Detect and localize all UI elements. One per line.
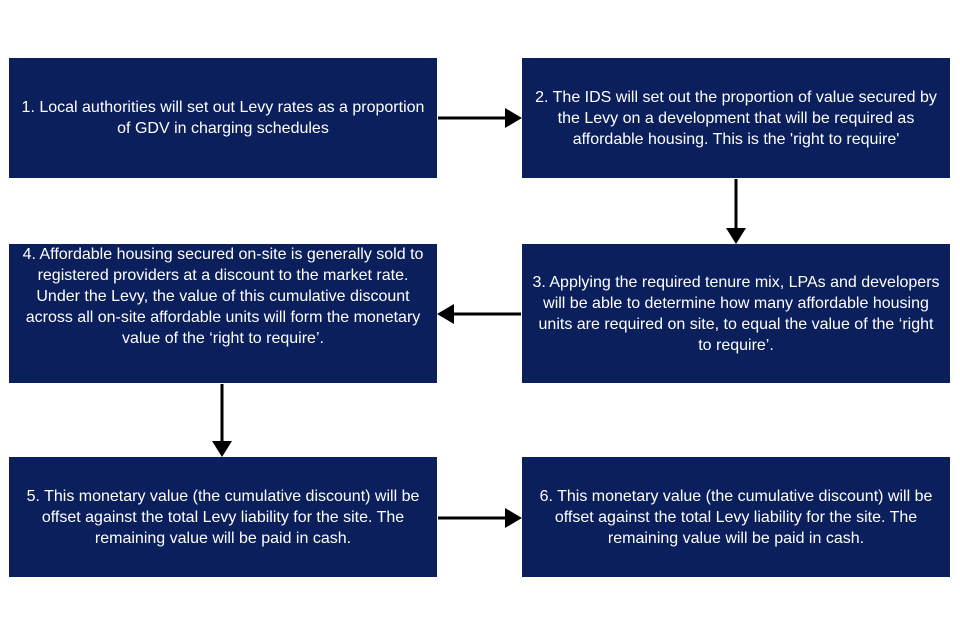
arrow-5-to-6 (438, 508, 522, 528)
step-5-text: 5. This monetary value (the cumulative discount) will be offset against the total Levy liability for the site. The remaining value will be paid in cash. (26, 487, 420, 547)
arrow-4-to-5 (212, 384, 232, 457)
step-3-text: 3. Applying the required tenure mix, LPAs and developers will be able to determine how many affordable housing units are required on site, to equal the value of the ‘right to require’. (532, 273, 940, 354)
step-2-text: 2. The IDS will set out the proportion of value secured by the Levy on a development that will be required as affordable housing. This is the 'right to require' (535, 88, 937, 148)
arrow-3-to-4 (437, 304, 521, 324)
step-6-text: 6. This monetary value (the cumulative discount) will be offset against the total Levy liability for the site. The remaining value will be paid in cash. (539, 487, 933, 547)
arrow-2-to-3 (726, 179, 746, 244)
step-1-text: 1. Local authorities will set out Levy rates as a proportion of GDV in charging schedules (21, 99, 425, 137)
arrow-1-to-2 (438, 108, 522, 128)
step-4-text: 4. Affordable housing secured on-site is generally sold to registered providers at a discount to the market rate. Under the Levy, the value of this cumulative discount across all on-site affordable units will form the monetary value of the ‘right to require’. (22, 246, 424, 347)
